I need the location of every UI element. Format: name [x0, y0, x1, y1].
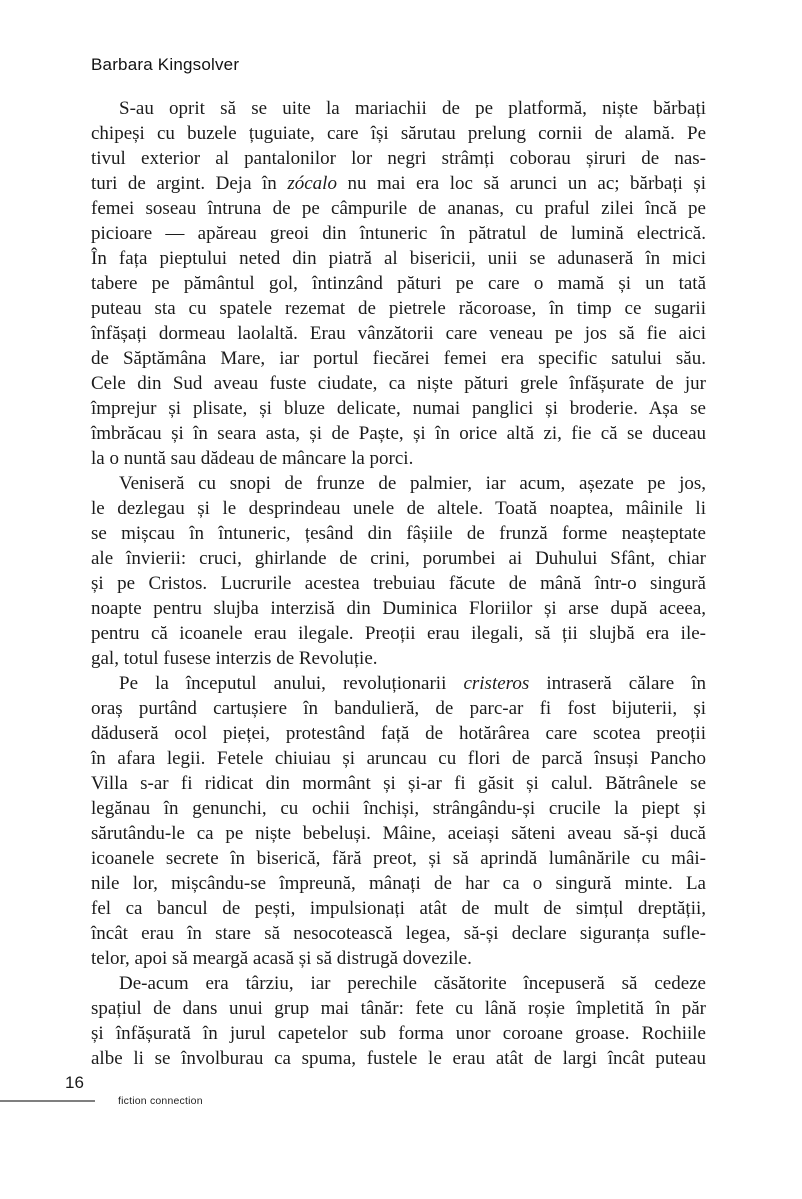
running-head-author: Barbara Kingsolver	[91, 55, 240, 74]
text-line: la o nuntă sau dădeau de mâncare la porci.	[91, 448, 414, 469]
text-line: femei soseau întruna de pe câmpurile de ananas, cu praful zilei încă pe	[91, 198, 706, 219]
text-line: puteau sta cu spatele rezemat de pietrele răcoroase, în timp ce sugarii	[91, 298, 706, 319]
text-line: oraș purtând cartușiere în bandulieră, de parc-ar fi fost bijuterii, și	[91, 698, 706, 719]
footer-rule	[0, 1100, 95, 1102]
paragraph	[91, 96, 706, 471]
text-line: tabere pe pământul gol, întinzând pături pe care o mamă și un tată	[91, 273, 706, 294]
text-line: și înfășurată în jurul capetelor sub forma unor coroane groase. Rochiile	[91, 1023, 706, 1044]
text-line: înfășați dormeau laolaltă. Erau vânzătorii care veneau pe jos să fie aici	[91, 323, 706, 344]
text-line: sărutându-le ca pe niște bebeluși. Mâine, aceiași săteni aveau să-și ducă	[91, 823, 706, 844]
text-line: fel ca bancul de pești, impulsionați atât de mult de simțul dreptății,	[91, 898, 706, 919]
text-line: albe li se învolburau ca spuma, fustele le erau atât de largi încât puteau	[91, 1048, 706, 1069]
text-line: Pe la începutul anului, revoluționarii cristeros intraseră călare în	[119, 673, 706, 694]
text-line: spațiul de dans unui grup mai tânăr: fete cu lână roșie împletită în păr	[91, 998, 706, 1019]
text-line: S-au oprit să se uite la mariachii de pe platformă, niște bărbați	[119, 98, 706, 119]
text-line: nile lor, mișcându-se împreună, mânați de har ca o singură minte. La	[91, 873, 706, 894]
text-line: și pe Cristos. Lucrurile acestea trebuiau făcute de mână într-o singură	[91, 573, 706, 594]
text-line: gal, totul fusese interzis de Revoluție.	[91, 648, 378, 669]
paragraph	[91, 971, 706, 1071]
text-line: de Săptămâna Mare, iar portul fiecărei femei era specific satului său.	[91, 348, 706, 369]
text-line: îmbrăcau și în seara asta, și de Paște, și în orice altă zi, fie că se duceau	[91, 423, 706, 444]
text-line: tivul exterior al pantalonilor lor negri strâmți coborau șiruri de nas-	[91, 148, 706, 169]
text-line: icoanele secrete în biserică, fără preot, și să aprindă lumânările cu mâi-	[91, 848, 706, 869]
text-line: telor, apoi să meargă acasă și să distrugă dovezile.	[91, 948, 472, 969]
text-line: se mișcau în întuneric, țesând din fâșiile de frunză forme neașteptate	[91, 523, 706, 544]
text-line: Cele din Sud aveau fuste ciudate, ca niște pături grele înfășurate de jur	[91, 373, 706, 394]
text-line: în afara legii. Fetele chiuiau și aruncau cu flori de parcă însuși Pancho	[91, 748, 706, 769]
text-line: le dezlegau și le desprindeau unele de altele. Toată noaptea, mâinile li	[91, 498, 706, 519]
page-number: 16	[65, 1073, 84, 1092]
page-body	[91, 96, 706, 1071]
text-line: Villa s-ar fi ridicat din mormânt și și-ar fi găsit și calul. Bătrânele se	[91, 773, 706, 794]
text-line: împrejur și plisate, și bluze delicate, numai panglici și broderie. Așa se	[91, 398, 706, 419]
text-line: pentru că icoanele erau ilegale. Preoții erau ilegali, să ții slujbă era ile-	[91, 623, 706, 644]
paragraph	[91, 471, 706, 671]
text-line: În fața pieptului neted din piatră al bisericii, unii se adunaseră în mici	[91, 248, 706, 269]
text-line: picioare — apăreau greoi din întuneric în pătratul de lumină electrică.	[91, 223, 706, 244]
text-line: De-acum era târziu, iar perechile căsătorite începuseră să cedeze	[119, 973, 706, 994]
paragraph	[91, 671, 706, 971]
text-line: încât erau în stare să nesocotească legea, să-și declare siguranța sufle-	[91, 923, 706, 944]
text-line: chipeși cu buzele țuguiate, care își sărutau prelung cornii de alamă. Pe	[91, 123, 706, 144]
text-line: turi de argint. Deja în zócalo nu mai era loc să arunci un ac; bărbați și	[91, 173, 707, 194]
text-line: dăduseră ocol pieței, protestând față de hotărârea care scotea preoții	[91, 723, 706, 744]
text-line: noapte pentru slujba interzisă din Duminica Floriilor și arse după aceea,	[91, 598, 706, 619]
text-line: legănau în genunchi, cu ochii închiși, strângându-și crucile la piept și	[91, 798, 706, 819]
text-line: Veniseră cu snopi de frunze de palmier, iar acum, așezate pe jos,	[119, 473, 706, 494]
text-line: ale învierii: cruci, ghirlande de crini, porumbei ai Duhului Sfânt, chiar	[91, 548, 706, 569]
imprint-label: fiction connection	[118, 1095, 203, 1107]
